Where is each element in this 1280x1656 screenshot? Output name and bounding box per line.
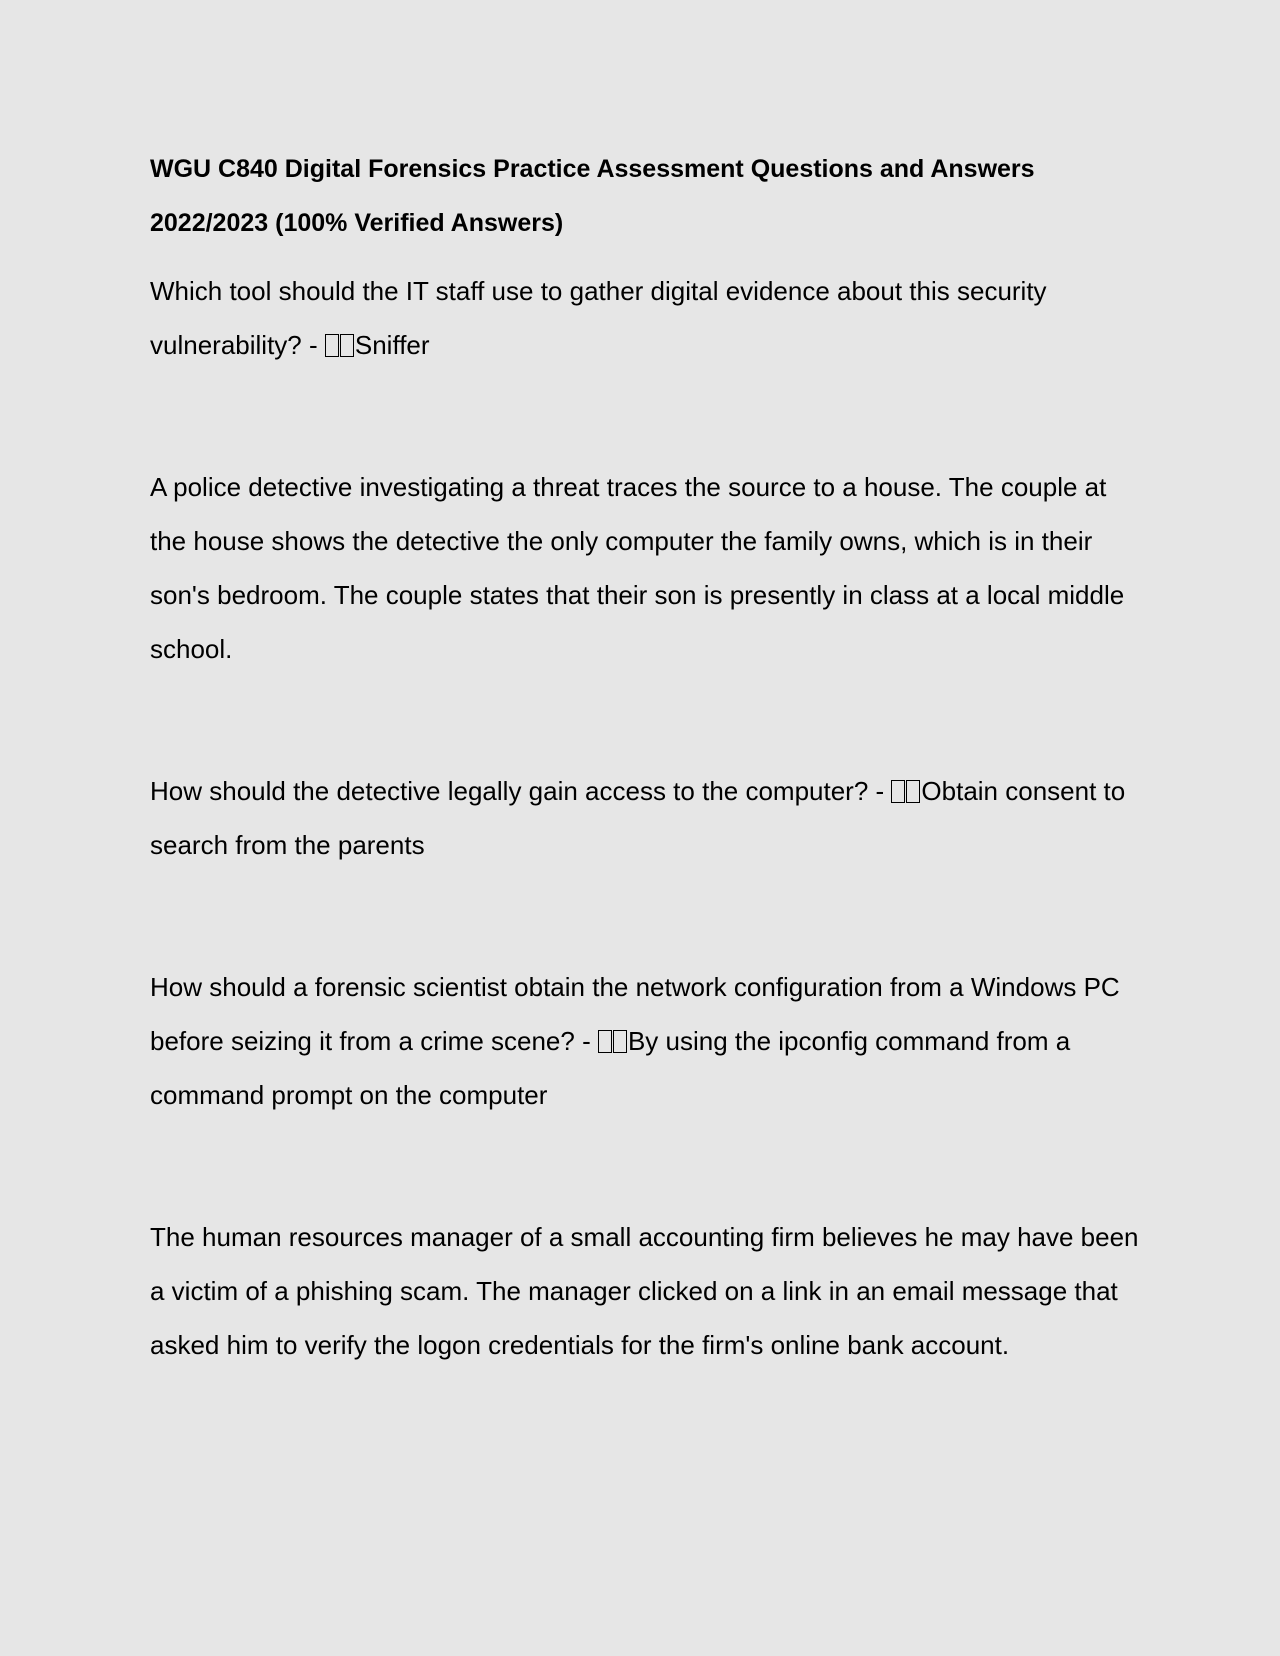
answer-text: By using the ipconfig command from a command prompt on the computer — [150, 1026, 1071, 1110]
title-line-1: WGU C840 Digital Forensics Practice Assessment Questions and Answers — [150, 155, 1035, 183]
question-text: Which tool should the IT staff use to gather digital evidence about this security vulnerability? - — [150, 276, 1047, 360]
scenario-text: A police detective investigating a threat traces the source to a house. The couple at the house shows the detective the only computer the family owns, which is in their son's bedroom. The couple states that their son is presently in class at a local middle school. — [150, 472, 1125, 664]
qa-item-2 — [150, 764, 1140, 872]
answer-text: Sniffer — [354, 330, 430, 360]
qa-item-1 — [150, 264, 1140, 372]
missing-glyph-icon — [340, 334, 354, 357]
document-body — [150, 142, 1140, 1372]
document-title — [150, 142, 1140, 250]
missing-glyph-icon — [325, 334, 339, 357]
missing-glyph-icon — [906, 780, 920, 803]
scenario-text: The human resources manager of a small accounting firm believes he may have been a victim of a phishing scam. The manager clicked on a link in an email message that asked him to verify the logon credentials for the firm's online bank account. — [150, 1222, 1139, 1360]
qa-item-3 — [150, 960, 1140, 1122]
question-text: How should the detective legally gain access to the computer? - — [150, 776, 892, 806]
answer-text: Obtain consent to search from the parents — [150, 776, 1126, 860]
scenario-paragraph-2 — [150, 1210, 1140, 1372]
missing-glyph-icon — [613, 1030, 627, 1053]
question-text: How should a forensic scientist obtain the network configuration from a Windows PC before seizing it from a crime scene? - — [150, 972, 1120, 1056]
scenario-paragraph-1 — [150, 460, 1140, 676]
missing-glyph-icon — [891, 780, 905, 803]
missing-glyph-icon — [598, 1030, 612, 1053]
title-line-2: 2022/2023 (100% Verified Answers) — [150, 209, 564, 237]
